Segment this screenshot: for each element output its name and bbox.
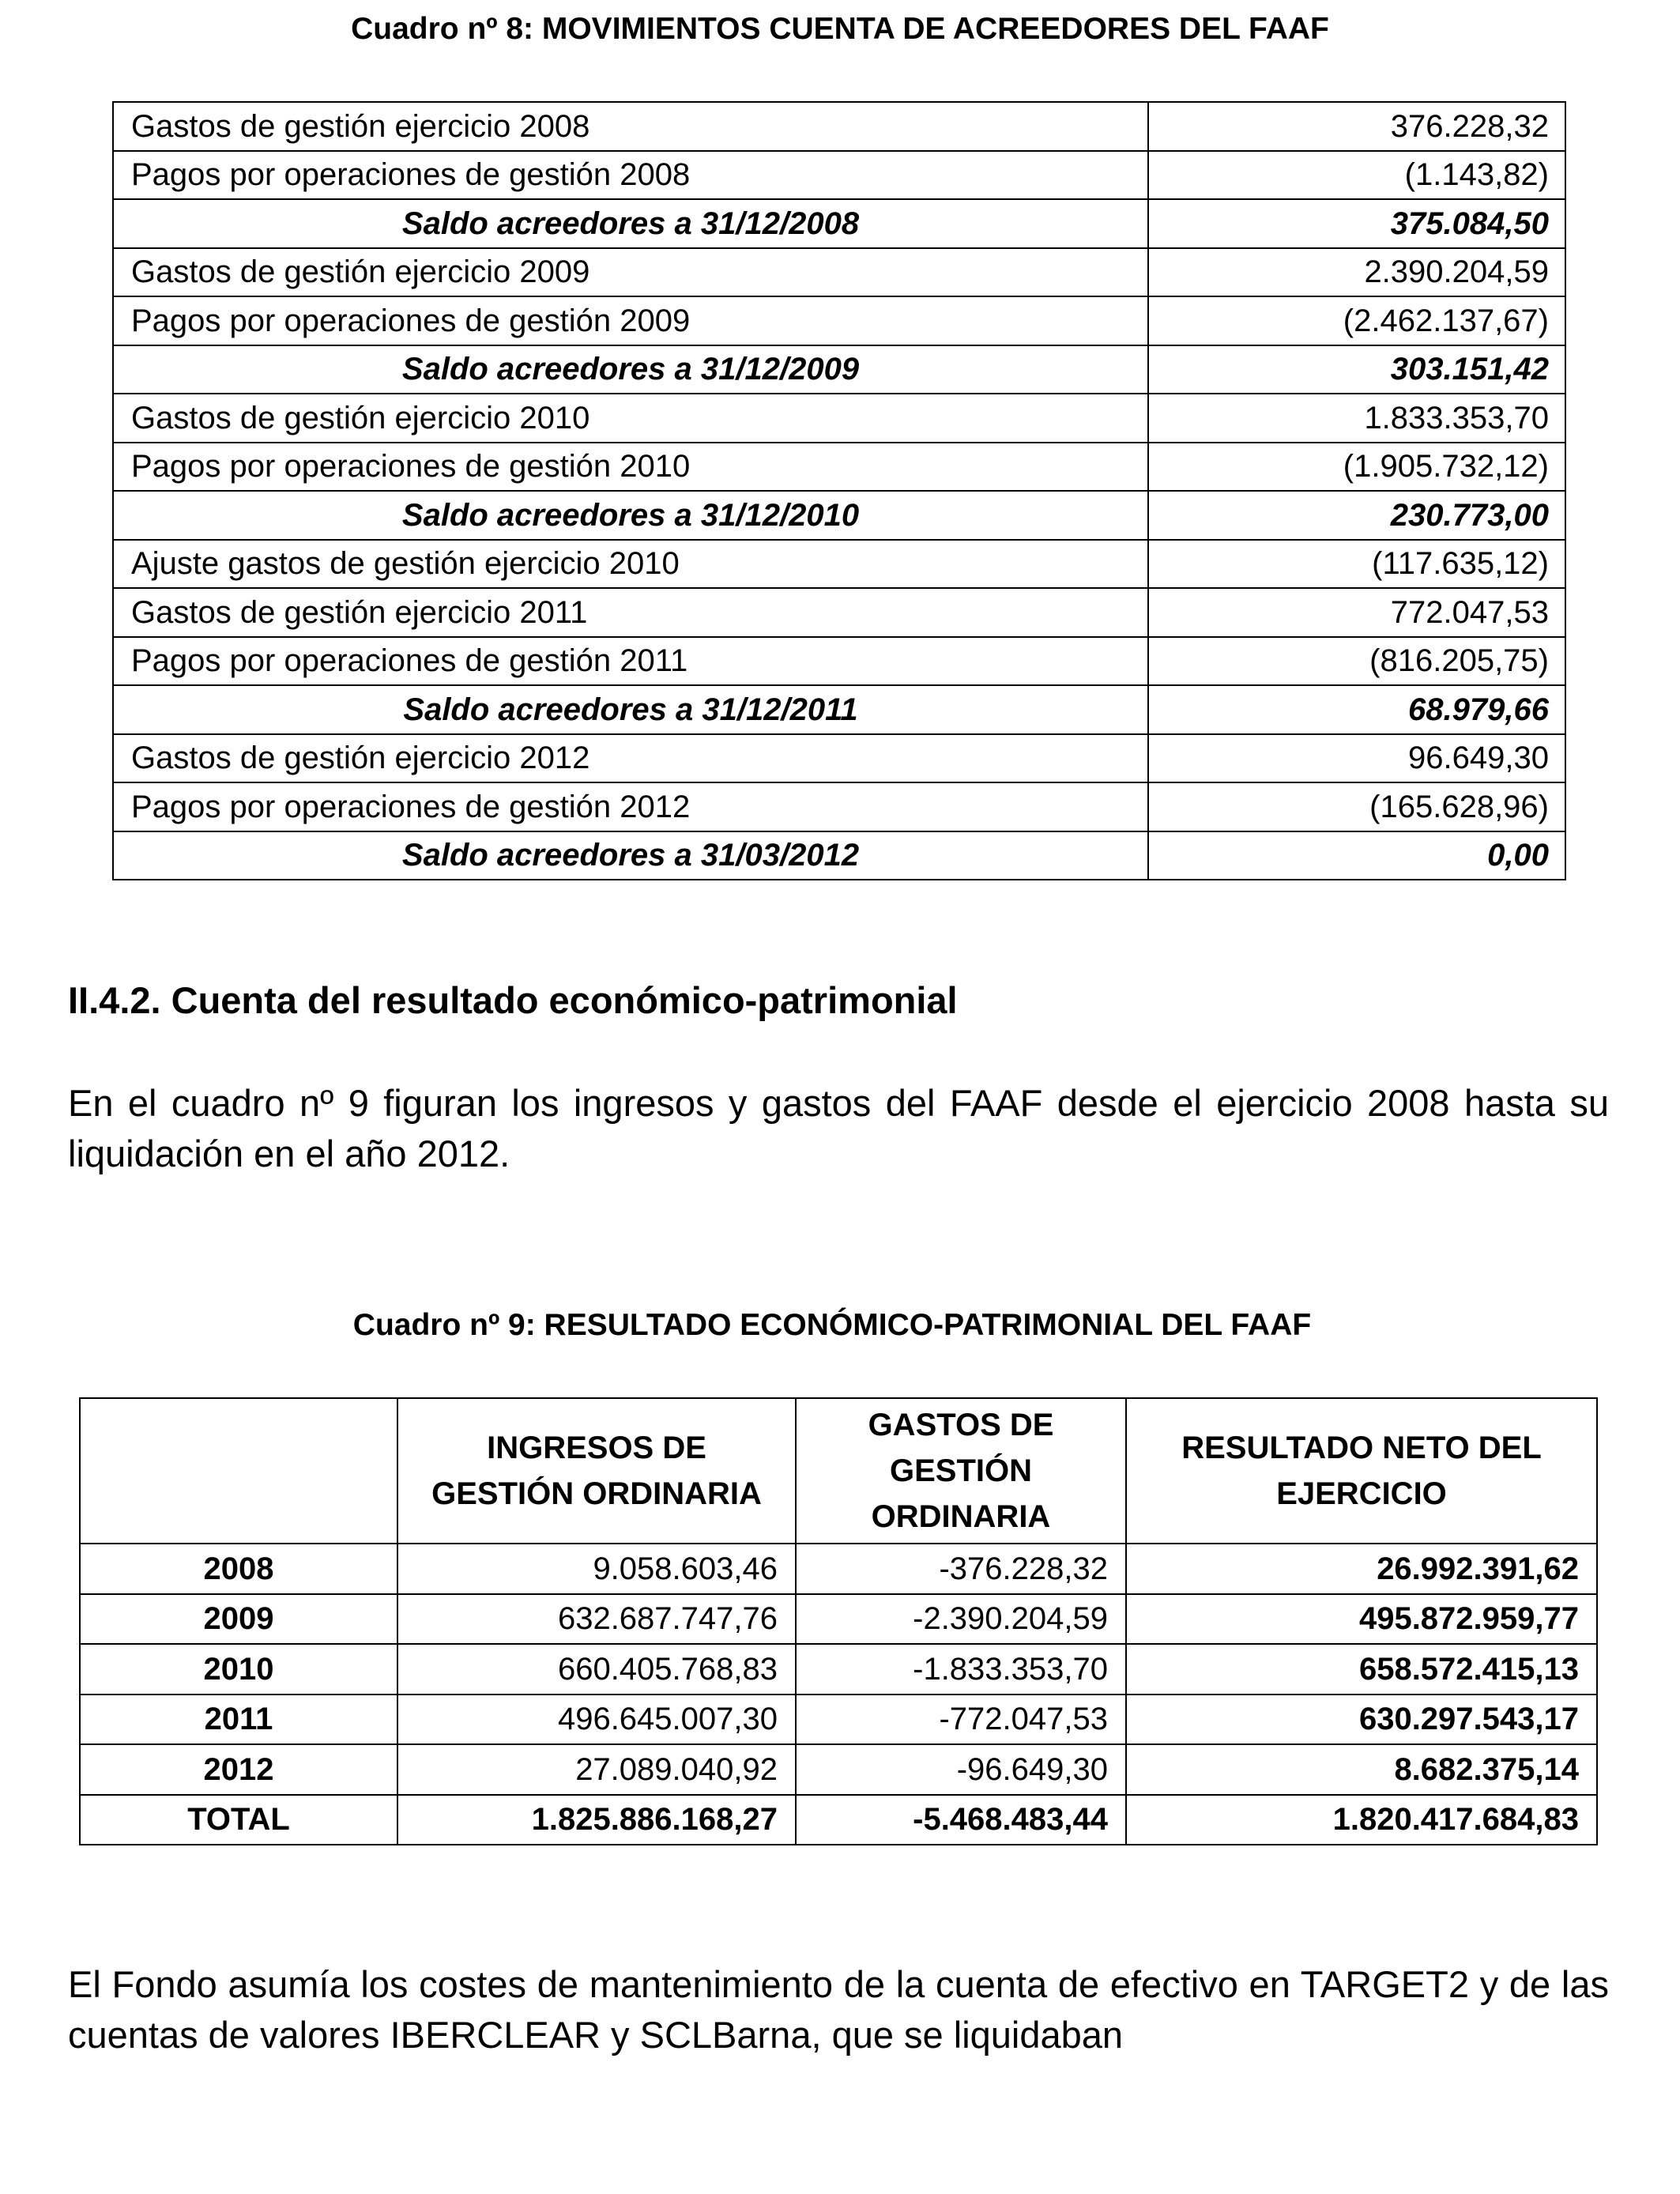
row-amount: (816.205,75): [1148, 637, 1565, 686]
row-gastos: -2.390.204,59: [796, 1594, 1126, 1645]
header-ingresos: INGRESOS DE GESTIÓN ORDINARIA: [397, 1398, 796, 1544]
row-gastos: -96.649,30: [796, 1744, 1126, 1795]
header-gastos: GASTOS DE GESTIÓN ORDINARIA: [796, 1398, 1126, 1544]
closing-paragraph: El Fondo asumía los costes de mantenimiento de la cuenta de efectivo en TARGET2 y de las cuentas de valores IBERCLEAR y SCLBarna, que se liquidaban: [68, 1963, 1609, 2056]
row-label: Ajuste gastos de gestión ejercicio 2010: [113, 540, 1148, 589]
row-year: 2012: [80, 1744, 397, 1795]
row-ingresos: 496.645.007,30: [397, 1695, 796, 1745]
row-label: Gastos de gestión ejercicio 2010: [113, 394, 1148, 443]
row-label: Pagos por operaciones de gestión 2011: [113, 637, 1148, 686]
table-row: [113, 588, 1565, 637]
row-label: Pagos por operaciones de gestión 2012: [113, 782, 1148, 831]
total-label: TOTAL: [80, 1795, 397, 1845]
row-label: Saldo acreedores a 31/12/2008: [113, 199, 1148, 248]
section-heading: II.4.2. Cuenta del resultado económico-patrimonial: [68, 979, 958, 1021]
row-label: Saldo acreedores a 31/12/2009: [113, 345, 1148, 394]
row-gastos: -376.228,32: [796, 1544, 1126, 1594]
row-ingresos: 27.089.040,92: [397, 1744, 796, 1795]
row-ingresos: 632.687.747,76: [397, 1594, 796, 1645]
row-amount: 303.151,42: [1148, 345, 1565, 394]
header-resultado: RESULTADO NETO DEL EJERCICIO: [1126, 1398, 1597, 1544]
table-row: [80, 1594, 1597, 1645]
row-gastos: -1.833.353,70: [796, 1644, 1126, 1695]
total-resultado: 1.820.417.684,83: [1126, 1795, 1597, 1845]
row-amount: 376.228,32: [1148, 102, 1565, 151]
row-amount: (2.462.137,67): [1148, 296, 1565, 345]
row-amount: 375.084,50: [1148, 199, 1565, 248]
row-amount: 68.979,66: [1148, 685, 1565, 734]
creditors-movements-table-body: [113, 102, 1565, 880]
row-label: Gastos de gestión ejercicio 2008: [113, 102, 1148, 151]
row-year: 2010: [80, 1644, 397, 1695]
row-resultado: 658.572.415,13: [1126, 1644, 1597, 1695]
subtotal-row: [113, 685, 1565, 734]
economic-result-table-body: [80, 1544, 1597, 1795]
row-ingresos: 9.058.603,46: [397, 1544, 796, 1594]
row-amount: (165.628,96): [1148, 782, 1565, 831]
total-gastos: -5.468.483,44: [796, 1795, 1126, 1845]
economic-result-table: [79, 1397, 1598, 1845]
table-row: [113, 151, 1565, 200]
table-row: [113, 782, 1565, 831]
subtotal-row: [113, 199, 1565, 248]
table-row: [113, 443, 1565, 492]
row-resultado: 8.682.375,14: [1126, 1744, 1597, 1795]
subtotal-row: [113, 831, 1565, 880]
table-row: [113, 296, 1565, 345]
table-row: [80, 1744, 1597, 1795]
row-resultado: 495.872.959,77: [1126, 1594, 1597, 1645]
table-row: [80, 1544, 1597, 1594]
table-row: [113, 734, 1565, 783]
row-year: 2011: [80, 1695, 397, 1745]
subtotal-row: [113, 345, 1565, 394]
table-row: [113, 394, 1565, 443]
table9-caption: Cuadro nº 9: RESULTADO ECONÓMICO-PATRIMONIAL DEL FAAF: [352, 1308, 1312, 1342]
row-resultado: 26.992.391,62: [1126, 1544, 1597, 1594]
row-amount: 0,00: [1148, 831, 1565, 880]
table-header-row: [80, 1398, 1597, 1544]
row-label: Saldo acreedores a 31/12/2010: [113, 491, 1148, 540]
table-row: [80, 1644, 1597, 1695]
row-label: Gastos de gestión ejercicio 2011: [113, 588, 1148, 637]
total-ingresos: 1.825.886.168,27: [397, 1795, 796, 1845]
table-row: [113, 637, 1565, 686]
row-amount: 230.773,00: [1148, 491, 1565, 540]
row-amount: (1.143,82): [1148, 151, 1565, 200]
row-label: Saldo acreedores a 31/12/2011: [113, 685, 1148, 734]
table8-caption: Cuadro nº 8: MOVIMIENTOS CUENTA DE ACREEDORES DEL FAAF: [351, 12, 1329, 46]
row-label: Pagos por operaciones de gestión 2009: [113, 296, 1148, 345]
row-label: Gastos de gestión ejercicio 2012: [113, 734, 1148, 783]
row-ingresos: 660.405.768,83: [397, 1644, 796, 1695]
row-label: Pagos por operaciones de gestión 2010: [113, 443, 1148, 492]
table-row: [80, 1695, 1597, 1745]
row-label: Saldo acreedores a 31/03/2012: [113, 831, 1148, 880]
row-year: 2008: [80, 1544, 397, 1594]
row-amount: (1.905.732,12): [1148, 443, 1565, 492]
header-year: [80, 1398, 397, 1544]
table-row: [113, 102, 1565, 151]
row-label: Pagos por operaciones de gestión 2008: [113, 151, 1148, 200]
total-row: [80, 1795, 1597, 1845]
table-row: [113, 540, 1565, 589]
row-label: Gastos de gestión ejercicio 2009: [113, 248, 1148, 297]
row-year: 2009: [80, 1594, 397, 1645]
row-amount: 1.833.353,70: [1148, 394, 1565, 443]
row-amount: 2.390.204,59: [1148, 248, 1565, 297]
row-amount: (117.635,12): [1148, 540, 1565, 589]
row-gastos: -772.047,53: [796, 1695, 1126, 1745]
row-resultado: 630.297.543,17: [1126, 1695, 1597, 1745]
intro-paragraph: En el cuadro nº 9 figuran los ingresos y gastos del FAAF desde el ejercicio 2008 hasta su liquidación en el año 2012.: [68, 1082, 1609, 1174]
row-amount: 96.649,30: [1148, 734, 1565, 783]
table-row: [113, 248, 1565, 297]
creditors-movements-table: [112, 101, 1566, 880]
subtotal-row: [113, 491, 1565, 540]
row-amount: 772.047,53: [1148, 588, 1565, 637]
